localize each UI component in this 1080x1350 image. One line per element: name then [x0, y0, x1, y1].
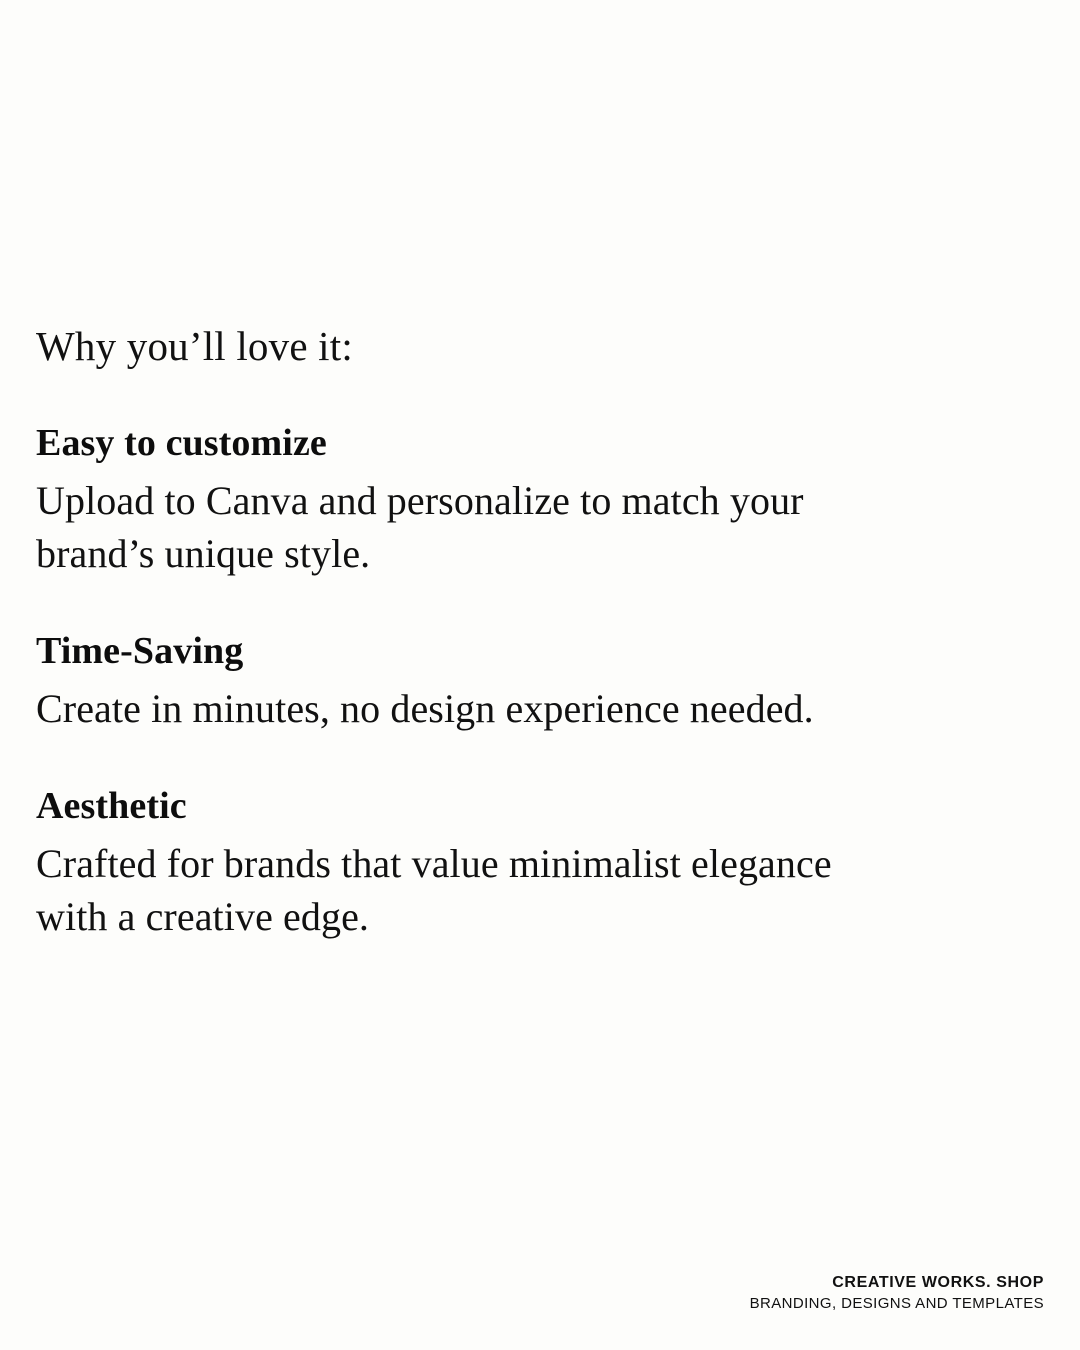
feature-block	[36, 783, 936, 943]
intro-line: Why you’ll love it:	[36, 323, 353, 369]
feature-block	[36, 628, 936, 735]
feature-title: Easy to customize	[36, 422, 327, 465]
feature-title: Time-Saving	[36, 630, 244, 673]
footer	[750, 1272, 1044, 1314]
feature-body: Upload to Canva and personalize to match your brand’s unique style.	[36, 477, 804, 577]
feature-body: Crafted for brands that value minimalist elegance with a creative edge.	[36, 840, 832, 939]
content-column	[36, 320, 936, 943]
footer-tagline: BRANDING, DESIGNS AND TEMPLATES	[749, 1294, 1044, 1312]
footer-brand-name: CREATIVE WORKS. SHOP	[832, 1274, 1044, 1292]
feature-body: Create in minutes, no design experience needed.	[36, 685, 814, 731]
feature-block	[36, 420, 936, 580]
feature-title: Aesthetic	[36, 785, 187, 828]
